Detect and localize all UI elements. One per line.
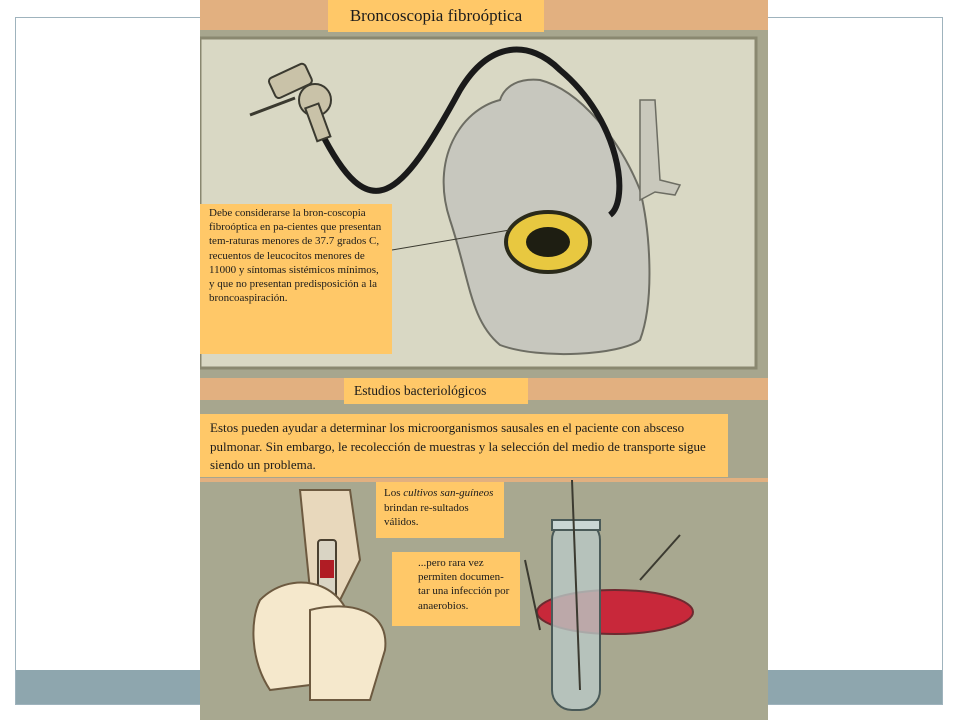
bacteriology-note: Estos pueden ayudar a determinar los microorganismos sausales en el paciente con absceso pulmonar. Sin embargo, le recolección de muestras y la selección del medio de transporte sigue siendo un problema. [200,414,728,477]
cultures-note-emphasis: cultivos san-guíneos [403,487,494,499]
section-title: Estudios bacteriológicos [344,378,528,404]
cultures-note-post: brindan re-sultados válidos. [384,501,469,528]
abscess-core [526,227,570,257]
anaerobes-note-text: ...pero rara vez permiten documen-tar una infección por anaerobios. [418,557,510,612]
poster-title: Broncoscopia fibroóptica [328,0,544,32]
cultures-note-pre: Los [384,487,401,499]
anaerobes-note [392,552,520,626]
blood-cultures-note [376,482,504,538]
fever-criteria-note: Debe considerarse la bron-coscopia fibroóptica en pa-cientes que presentan tem-raturas menores de 37.7 grados C, recuentos de leucocitos menores de 11000 y síntomas sistémicos mínimos, y que no presentan predisposición a la broncoaspiración. [200,204,392,354]
